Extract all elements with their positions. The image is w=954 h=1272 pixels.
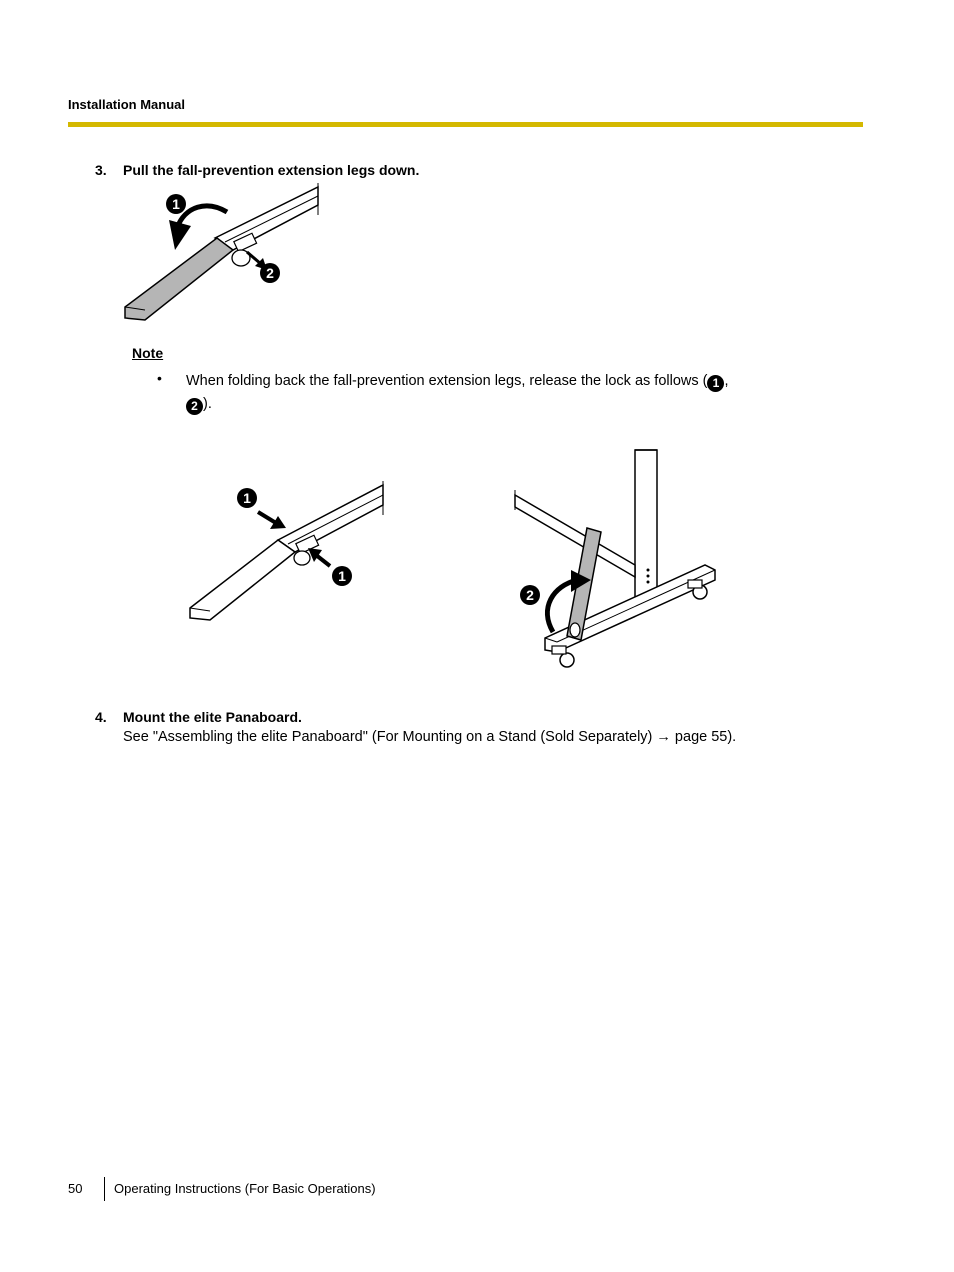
header-rule — [68, 122, 863, 127]
note-text — [186, 370, 796, 416]
figure-fold-leg-up — [505, 440, 735, 675]
fig1-label-2: 2 — [266, 265, 274, 281]
footer-separator — [104, 1177, 105, 1201]
footer-text: Operating Instructions (For Basic Operations) — [114, 1181, 376, 1196]
header-title: Installation Manual — [68, 97, 186, 112]
figure-release-lock — [180, 478, 395, 628]
note-heading: Note — [132, 345, 164, 361]
step-4-title: Mount the elite Panaboard. — [123, 709, 302, 725]
note-separator: , — [724, 373, 729, 389]
step-3-number: 3. — [95, 162, 107, 178]
note-bullet: • — [157, 370, 162, 386]
fig2-label-1a: 1 — [243, 490, 251, 506]
step-3-title: Pull the fall-prevention extension legs down. — [123, 162, 420, 178]
step-4-body — [123, 729, 843, 745]
step-4-number: 4. — [95, 709, 107, 725]
note-badge-2: 2 — [186, 398, 203, 415]
note-text-after: ). — [203, 396, 212, 412]
step-4-page-link[interactable]: page 55). — [670, 729, 737, 745]
page-number: 50 — [68, 1181, 83, 1196]
fig2-label-1b: 1 — [338, 568, 346, 584]
step-4-body-prefix: See "Assembling the elite Panaboard" (For Mounting on a Stand (Sold Separately) — [123, 729, 657, 745]
fig1-label-1: 1 — [172, 196, 180, 212]
note-text-before: When folding back the fall-prevention extension legs, release the lock as follows ( — [186, 373, 708, 389]
arrow-right-icon: → — [656, 729, 671, 745]
note-badge-1: 1 — [707, 375, 724, 392]
fig3-label-2: 2 — [526, 587, 534, 603]
figure-pull-leg-down — [115, 180, 330, 330]
